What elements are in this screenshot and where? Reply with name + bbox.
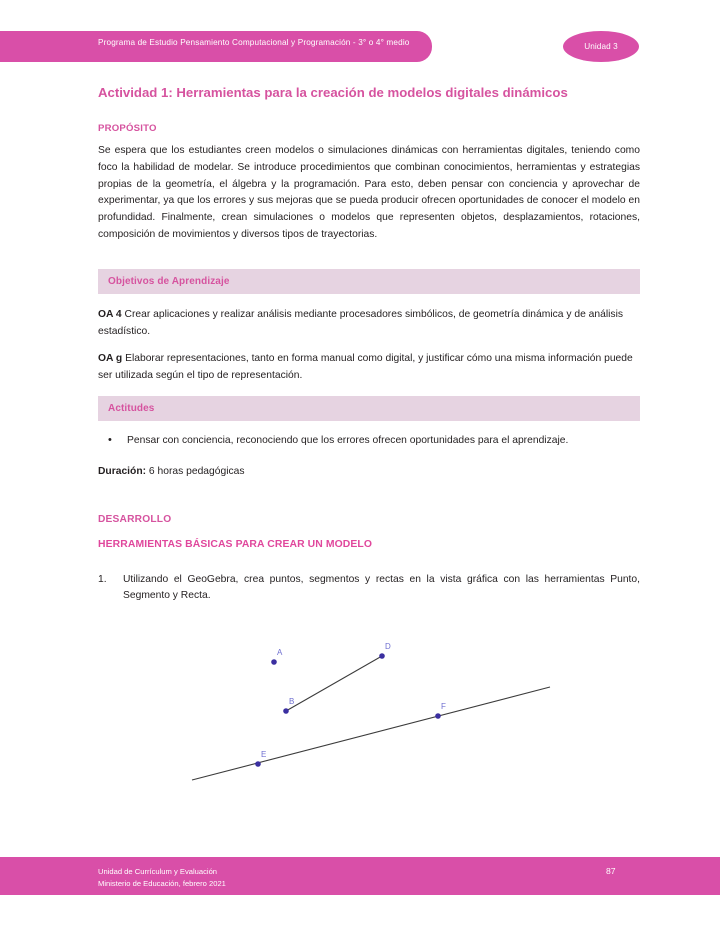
attitudes-heading: Actitudes [98,396,640,421]
line-ef [192,687,550,780]
point-e [255,761,261,767]
step-number: 1. [98,574,107,585]
point-label-b: B [289,696,295,706]
objective-item [98,351,640,384]
document-content [98,84,640,787]
point-f [435,713,441,719]
duration-value: 6 horas pedagógicas [146,465,245,477]
point-d [379,653,385,659]
development-subsection-title: HERRAMIENTAS BÁSICAS PARA CREAR UN MODELO [98,539,373,550]
point-label-e: E [261,749,267,759]
point-label-d: D [385,641,391,651]
footer-line-2: Ministerio de Educación, febrero 2021 [98,878,226,888]
list-item [98,572,640,605]
purpose-heading: PROPÓSITO [98,123,157,135]
geogebra-geometry-figure [98,627,640,787]
point-b [283,708,289,714]
point-label-a: A [277,647,283,657]
objective-text: Elaborar representaciones, tanto en forma manual como digital, y justificar cómo una misma información puede ser utilizada según el tipo de representación. [98,353,633,381]
objective-code: OA g [98,353,123,365]
development-steps [98,572,640,605]
attitudes-list [98,433,640,449]
point-a [271,659,277,665]
duration-label: Duración: [98,465,147,477]
purpose-paragraph: Se espera que los estudiantes creen modelos o simulaciones dinámicas con herramientas digitales, teniendo como foco la habilidad de modelar. Se introduce procedimientos que combinan conocimientos, herramientas y estrategias propias de la geometría, el álgebra y la programación. Para esto, deben pensar con conciencia y aprovechar de experimentar, ya que los errores y sus mejoras que se pueda producir ofrecen oportunidades de conocer el modelo en profundidad. Finalmente, crean simulaciones o modelos que representen objetos, desplazamientos, rotaciones, composición de movimientos y diversos tipos de trayectorias. [98,145,640,240]
objective-text: Crear aplicaciones y realizar análisis mediante procesadores simbólicos, de geometría dinámica y de análisis estadístico. [98,309,624,337]
unit-badge-label: Unidad 3 [584,42,618,51]
segment-bd [286,656,382,711]
page-number: 87 [606,866,616,876]
step-text: Utilizando el GeoGebra, crea puntos, segmentos y rectas en la vista gráfica con las herramientas Punto, Segmento y Recta. [123,574,640,602]
footer-line-1: Unidad de Currículum y Evaluación [98,867,218,876]
list-item: • Pensar con conciencia, reconociendo que los errores ofrecen oportunidades para el aprendizaje. [98,433,640,449]
objectives-heading: Objetivos de Aprendizaje [98,269,640,294]
page-title: Actividad 1: Herramientas para la creación de modelos digitales dinámicos [98,85,568,100]
point-label-f: F [441,701,446,711]
header-program-title: Programa de Estudio Pensamiento Computacional y Programación - 3° o 4° medio [98,38,410,47]
duration-line [98,464,640,480]
objectives-list [98,294,640,384]
unit-badge [563,31,639,62]
objective-item [98,307,640,340]
objective-code: OA 4 [98,309,122,321]
development-heading: DESARROLLO [98,514,172,525]
footer-text [98,866,226,890]
